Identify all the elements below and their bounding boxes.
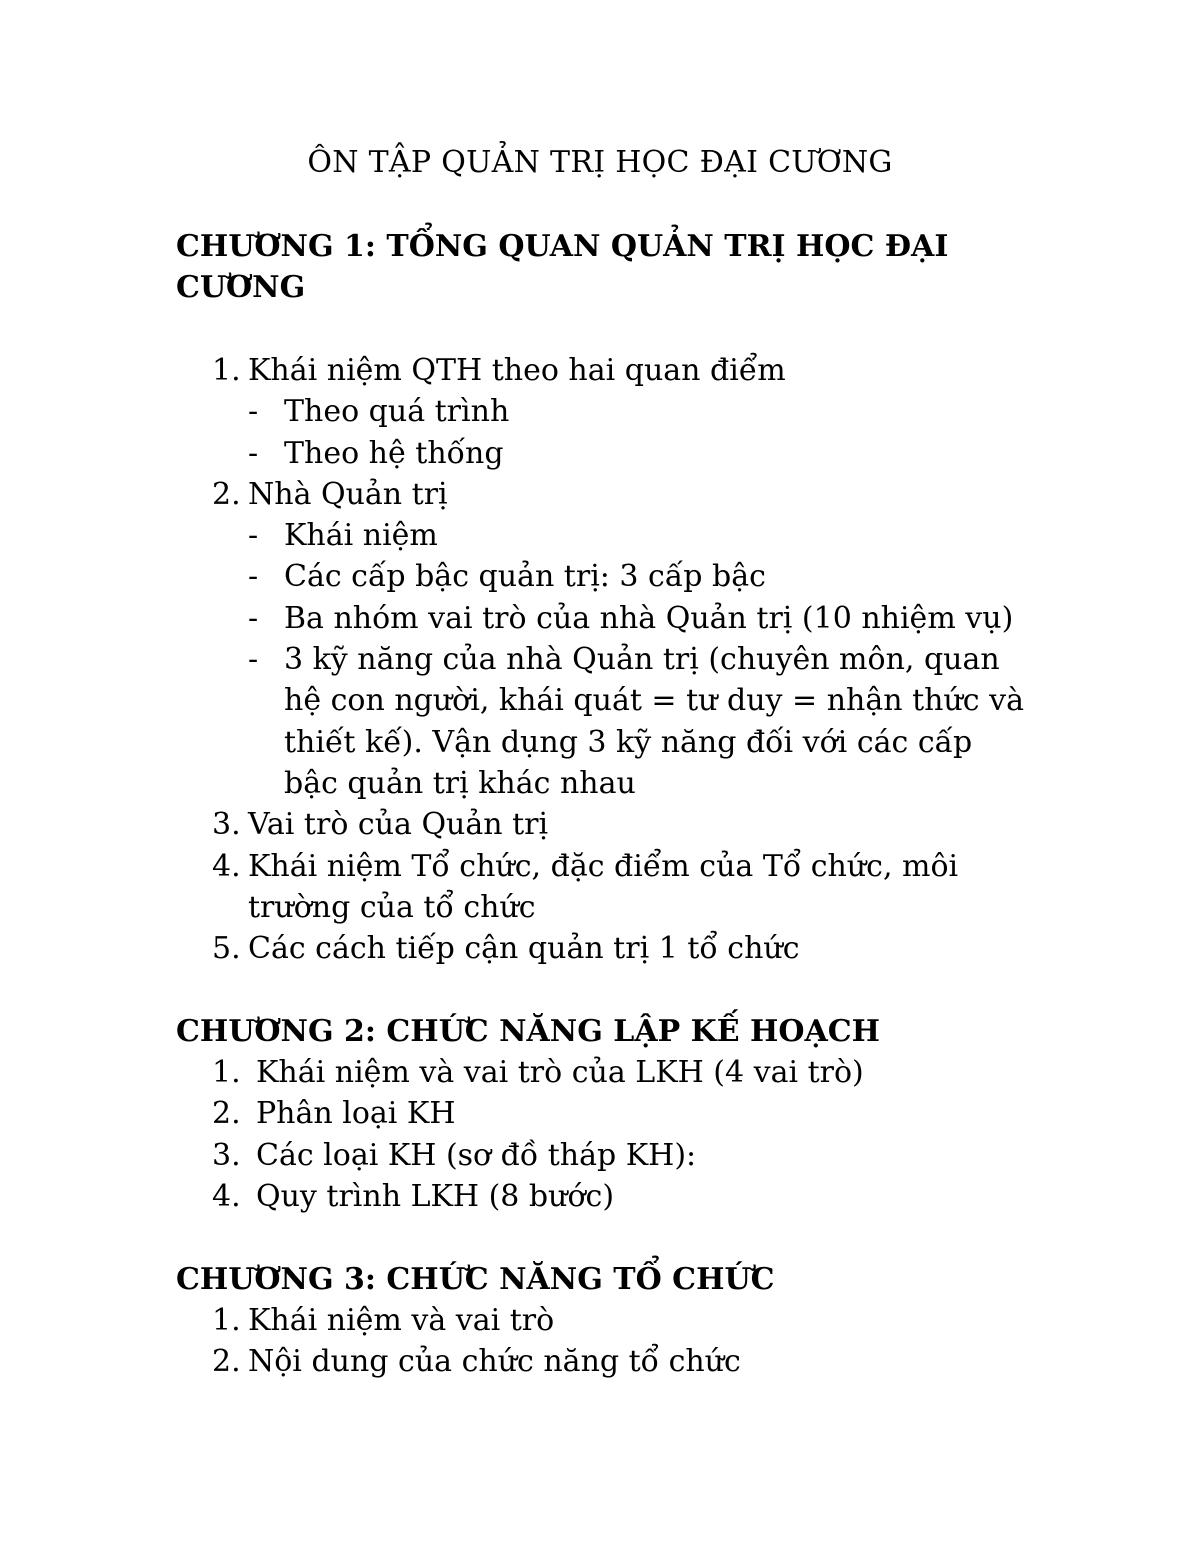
- list-item: [212, 474, 1028, 515]
- list-item-text: Các loại KH (sơ đồ tháp KH):: [256, 1137, 697, 1173]
- dash-marker: -: [248, 435, 259, 471]
- bullet-item: [248, 639, 1028, 804]
- bullet-item: [248, 598, 1028, 639]
- list-item-number: 3.: [212, 1137, 241, 1173]
- list-item: [212, 1052, 1016, 1093]
- dash-marker: -: [248, 559, 259, 595]
- list-item-number: 4.: [212, 1178, 241, 1214]
- list-item-text: Khái niệm và vai trò: [248, 1303, 555, 1338]
- chapter-2-list: [212, 1052, 1016, 1217]
- list-item-text: Phân loại KH: [256, 1096, 456, 1132]
- list-item-number: 4.: [212, 848, 241, 884]
- chapter-3-heading: CHƯƠNG 3: CHỨC NĂNG TỔ CHỨC: [176, 1262, 775, 1297]
- list-item: [212, 1093, 1016, 1134]
- list-item: [212, 1176, 1016, 1217]
- list-item-number: 2.: [212, 1344, 241, 1380]
- bullet-item: [248, 391, 1028, 432]
- list-item-text: Khái niệm QTH theo hai quan điểm: [248, 353, 786, 388]
- bullet-text: 3 kỹ năng của nhà Quản trị (chuyên môn, quan hệ con người, khái quát = tư duy = nhận thức và thiết kế). Vận dụng 3 kỹ năng đối với các cấp bậc quản trị khác nhau: [284, 642, 1024, 801]
- list-item: [212, 1135, 1016, 1176]
- bullet-text: Các cấp bậc quản trị: 3 cấp bậc: [284, 559, 766, 595]
- chapter-1-heading: CHƯƠNG 1: TỔNG QUAN QUẢN TRỊ HỌC ĐẠI CƯƠNG: [176, 229, 949, 305]
- list-item-number: 3.: [212, 807, 241, 843]
- list-item: [212, 928, 1028, 969]
- dash-marker: -: [248, 642, 259, 678]
- chapter-3-list: [212, 1300, 1008, 1383]
- list-item: [212, 350, 1028, 391]
- list-item: [212, 1300, 1008, 1341]
- chapter-2-heading: CHƯƠNG 2: CHỨC NĂNG LẬP KẾ HOẠCH: [176, 1014, 881, 1049]
- list-item-text: Khái niệm Tổ chức, đặc điểm của Tổ chức, môi trường của tổ chức: [248, 848, 959, 925]
- bullet-item: [248, 515, 1028, 556]
- list-item-number: 5.: [212, 931, 241, 967]
- dash-marker: -: [248, 518, 259, 554]
- bullet-text: Khái niệm: [284, 518, 438, 554]
- list-item-text: Nhà Quản trị: [248, 476, 448, 512]
- list-item-text: Vai trò của Quản trị: [248, 807, 549, 843]
- bullet-text: Theo hệ thống: [284, 435, 504, 471]
- list-item-number: 1.: [212, 353, 241, 388]
- list-item-text: Các cách tiếp cận quản trị 1 tổ chức: [248, 931, 800, 967]
- list-item: [212, 804, 1028, 845]
- dash-marker: -: [248, 600, 259, 636]
- list-item: [212, 846, 1028, 929]
- bullet-text: Ba nhóm vai trò của nhà Quản trị (10 nhiệm vụ): [284, 600, 1014, 636]
- list-item-text: Quy trình LKH (8 bước): [256, 1178, 615, 1214]
- list-item-number: 1.: [212, 1303, 241, 1338]
- sub-list: [248, 515, 1028, 804]
- document-title: ÔN TẬP QUẢN TRỊ HỌC ĐẠI CƯƠNG: [307, 145, 893, 180]
- list-item-text: Nội dung của chức năng tổ chức: [248, 1344, 741, 1380]
- list-item-number: 2.: [212, 476, 241, 512]
- bullet-item: [248, 556, 1028, 597]
- list-item-number: 2.: [212, 1096, 241, 1132]
- list-item-number: 1.: [212, 1055, 241, 1090]
- bullet-text: Theo quá trình: [284, 394, 510, 430]
- chapter-1-list: [212, 350, 1028, 969]
- bullet-item: [248, 433, 1028, 474]
- list-item: [212, 1341, 1008, 1382]
- dash-marker: -: [248, 394, 259, 430]
- sub-list: [248, 391, 1028, 474]
- list-item-text: Khái niệm và vai trò của LKH (4 vai trò): [256, 1055, 864, 1090]
